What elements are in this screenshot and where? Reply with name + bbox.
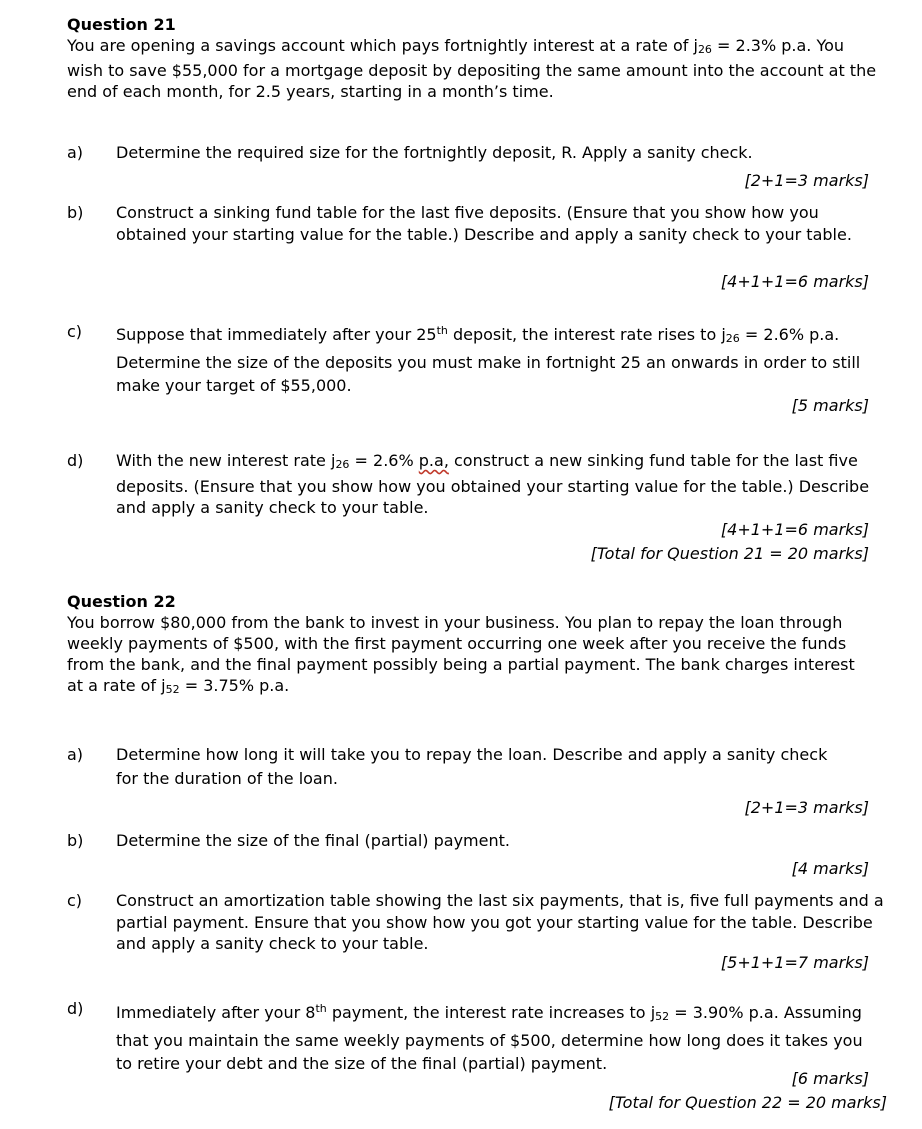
- rate-symbol: j26: [721, 325, 740, 345]
- q22-part-a-marks: [2+1=3 marks]: [744, 798, 869, 817]
- spellcheck-underline: p.a,: [418, 451, 449, 470]
- rate-symbol: j26: [330, 451, 350, 471]
- question-21-intro: You are opening a savings account which pays fortnightly interest at a rate of j26 = 2.3% p.a. You wish to save $55,000 for a mortgage deposit by depositing the same amount into the account at the end of each month, for 2.5 years, starting in a month’s time.: [67, 36, 877, 101]
- q22-part-a-text: Determine how long it will take you to repay the loan. Describe and apply a sanity check for the duration of the loan.: [116, 745, 828, 788]
- q21-part-c-text: Suppose that immediately after your 25th deposit, the interest rate rises to j26 = 2.6% p.a. Determine the size of the deposits you must make in fortnight 25 an onwards in order to still make your target of $55,000.: [116, 324, 861, 395]
- q21-part-b-label: b): [67, 203, 84, 222]
- q22-part-b-label: b): [67, 831, 84, 850]
- q22-part-c-text: Construct an amortization table showing the last six payments, that is, five full payments and a partial payment. Ensure that you show how you got your starting value for the table. Describe and apply a sanity check to your table.: [116, 891, 884, 953]
- question-22-intro: You borrow $80,000 from the bank to invest in your business. You plan to repay the loan through weekly payments of $500, with the first payment occurring one week after you receive the funds from the bank, and the final payment possibly being a partial payment. The bank charges interest at a rate of j52 = 3.75% p.a.: [67, 613, 855, 696]
- q22-total-marks: [Total for Question 22 = 20 marks]: [608, 1093, 887, 1112]
- rate-symbol: j52: [650, 1003, 670, 1023]
- q22-part-a-label: a): [67, 745, 84, 764]
- q22-part-d-text: Immediately after your 8th payment, the interest rate increases to j52 = 3.90% p.a. Assuming that you maintain the same weekly payments of $500, determine how long does it takes you to retire your debt and the size of the final (partial) payment.: [116, 1002, 863, 1073]
- q22-part-b-marks: [4 marks]: [791, 859, 869, 878]
- q22-part-c-label: c): [67, 891, 83, 910]
- question-21-heading: Question 21: [67, 15, 176, 34]
- question-22-heading: Question 22: [67, 592, 176, 611]
- rate-symbol: j52: [161, 676, 180, 696]
- q21-part-d-marks: [4+1+1=6 marks]: [720, 520, 869, 539]
- q22-part-d-label: d): [67, 999, 84, 1018]
- q22-part-b-text: Determine the size of the final (partial) payment.: [116, 831, 510, 850]
- rate-symbol: j26: [693, 36, 712, 56]
- q21-part-a-label: a): [67, 143, 84, 162]
- q21-part-b-text: Construct a sinking fund table for the last five deposits. (Ensure that you show how you obtained your starting value for the table.) Describe and apply a sanity check to your table.: [116, 203, 852, 244]
- q21-part-d-label: d): [67, 451, 84, 470]
- q21-part-a-text: Determine the required size for the fortnightly deposit, R. Apply a sanity check.: [116, 143, 753, 162]
- q22-part-c-marks: [5+1+1=7 marks]: [720, 953, 869, 972]
- q21-total-marks: [Total for Question 21 = 20 marks]: [590, 544, 869, 563]
- q22-part-d-marks: [6 marks]: [791, 1069, 869, 1088]
- q21-part-c-marks: [5 marks]: [791, 396, 869, 415]
- q21-part-b-marks: [4+1+1=6 marks]: [720, 272, 869, 291]
- q21-part-a-marks: [2+1=3 marks]: [744, 171, 869, 190]
- q21-part-d-text: With the new interest rate j26 = 2.6% p.a, construct a new sinking fund table for the last five deposits. (Ensure that you show how you obtained your starting value for the table.) Describe and apply a sanity check to your table.: [116, 451, 870, 517]
- q21-part-c-label: c): [67, 322, 83, 341]
